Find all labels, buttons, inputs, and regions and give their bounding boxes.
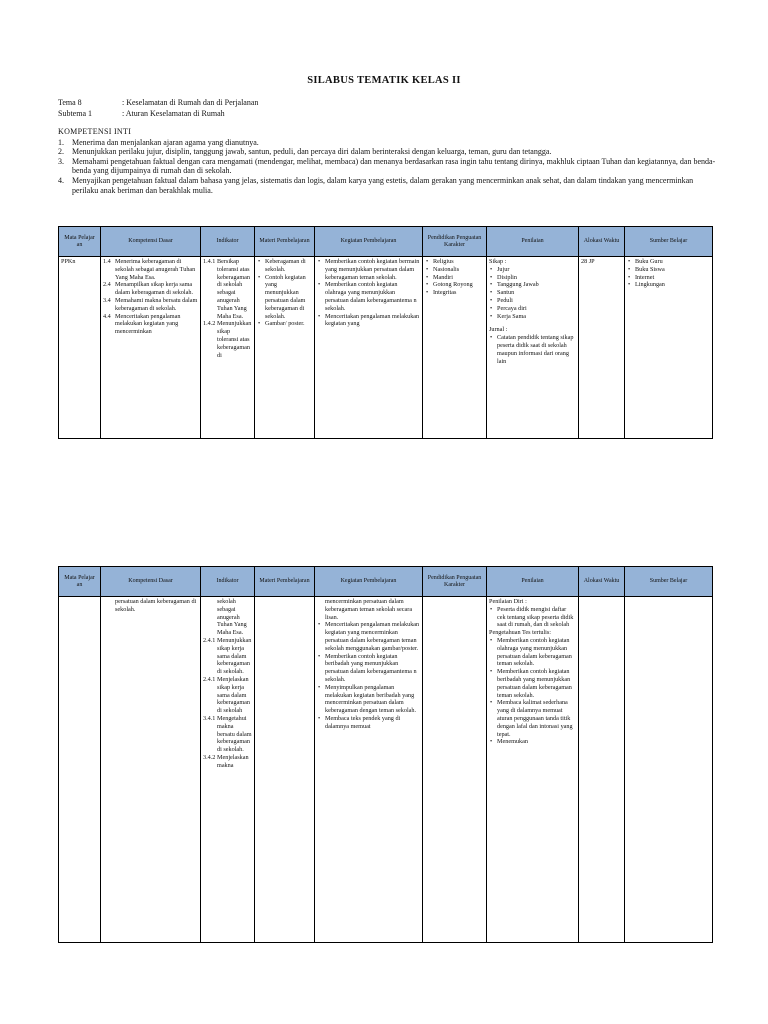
attitude-item: • Jujur <box>489 266 576 274</box>
journal-item: • Catatan pendidik tentang sikap peserta didik saat di sekolah maupun informasi dari orang lain <box>489 334 576 365</box>
material-item: • Gambar/ poster. <box>257 320 312 328</box>
header-source: Sumber Belajar <box>625 567 713 597</box>
kd-item <box>103 297 198 313</box>
activity-item: • Membaca teks pendek yang di dalamnya memuat <box>317 715 420 731</box>
ki-number: 2. <box>58 147 64 157</box>
syllabus-table-1 <box>58 226 713 439</box>
ki-text: Memahami pengetahuan faktual dengan cara mengamati (mendengar, melihat, membaca) dan menanya berdasarkan rasa ingin tahu tentang dirinya, makhluk ciptaan Tuhan dan kegiatannya, dan benda-benda yang dijumpainya di rumah dan di sekolah. <box>72 156 716 176</box>
material-item: • Contoh kegiatan yang menunjukkan persatuan dalam keberagaman di sekolah. <box>257 274 312 321</box>
character-cell <box>423 257 487 439</box>
syllabus-table-2 <box>58 566 713 943</box>
time-cell <box>579 597 625 943</box>
activity-item: • Memberikan contoh kegiatan beribadah yang menunjukkan persatuan dalam keberagamantema n sekolah. <box>317 653 420 684</box>
basic-competence-cell <box>101 257 201 439</box>
ki-number: 1. <box>58 137 64 147</box>
activity-item: • Menceritakan pengalaman melakukan kegiatan yang mencerminkan persatuan dalam keberagaman teman sekolah menggunakan gambar/poster. <box>317 621 420 652</box>
source-item: • Internet <box>627 274 710 282</box>
indicator-item <box>203 715 252 754</box>
assessment-cell <box>487 257 579 439</box>
header-assessment: Penilaian <box>487 567 579 597</box>
indicator-text: Menjelaskan makna <box>217 753 249 769</box>
theme-info <box>58 97 258 119</box>
basic-competence-cell <box>101 597 201 943</box>
written-test-item: • Membaca kalimat sederhana yang di dalamnya memuat aturan penggunaan tanda titik dengan lafal dan intonasi yang tepat. <box>489 699 576 738</box>
attitude-label: Sikap : <box>489 258 507 265</box>
header-time: Alokasi Waktu <box>579 567 625 597</box>
header-character: Pendidikan Penguatan Karakter <box>423 567 487 597</box>
header-basic-competence: Kompetensi Dasar <box>101 227 201 257</box>
subtheme-value: : Aturan Keselamatan di Rumah <box>122 109 225 118</box>
kd-number: 1.4 <box>103 258 111 265</box>
activities-cell <box>315 597 423 943</box>
theme-row <box>58 97 258 108</box>
indicator-cell <box>201 597 255 943</box>
indicator-number: 2.4.1 <box>203 675 216 683</box>
material-item: • Keberagaman di sekolah. <box>257 258 312 274</box>
self-assessment-item: • Peserta didik mengisi daftar cek tentang sikap peserta didik saat di rumah, dan di sekolah <box>489 606 576 629</box>
indicator-text: sekolah sebagai anugerah Tuhan Yang Maha Esa. <box>217 598 247 637</box>
indicator-item <box>203 320 252 359</box>
indicator-cell <box>201 257 255 439</box>
journal-label: Jurnal : <box>489 326 508 334</box>
ki-number: 4. <box>58 175 64 185</box>
header-activities: Kegiatan Pembelajaran <box>315 567 423 597</box>
indicator-text: Bersikap toleransi atas keberagaman di sekolah sebagai anugerah Tuhan Yang Maha Esa. <box>217 258 250 320</box>
theme-value: : Keselamatan di Rumah dan di Perjalanan <box>122 98 259 107</box>
ki-text: Menunjukkan perilaku jujur, disiplin, tanggung jawab, santun, peduli, dan percaya diri dalam berinteraksi dengan keluarga, teman, guru dan tetangga. <box>72 147 552 157</box>
material-cell <box>255 257 315 439</box>
written-test-item: • Memberikan contoh kegiatan olahraga yang menunjukkan persatuan dalam keberagaman teman sekolah. <box>489 637 576 668</box>
assessment-cell <box>487 597 579 943</box>
source-item: • Lingkungan <box>627 281 710 289</box>
activity-continued: mencerminkan persatuan dalam keberagaman teman sekolah secara lisan. <box>325 598 413 621</box>
indicator-text: Mengetahui makna bersatu dalam keberagaman di sekolah. <box>217 714 252 754</box>
character-item: • Religius <box>425 258 484 266</box>
kd-item <box>103 281 198 297</box>
source-cell <box>625 597 713 943</box>
kd-text: Menampilkan sikap kerja sama dalam keberagaman di sekolah. <box>115 281 193 297</box>
written-test-label: Pengetahuan Tes tertulis: <box>489 629 552 637</box>
indicator-number: 1.4.2 <box>203 320 216 328</box>
subtheme-key: Subtema 1 <box>58 109 92 118</box>
header-assessment: Penilaian <box>487 227 579 257</box>
attitude-item: • Kerja Sama <box>489 313 576 321</box>
indicator-text: Menjelaskan sikap kerja sama dalam keberagaman di sekolah <box>217 675 250 715</box>
kd-number: 3.4 <box>103 296 111 304</box>
ki-item <box>58 176 716 195</box>
header-activities: Kegiatan Pembelajaran <box>315 227 423 257</box>
self-assessment-label: Penilaian Diri : <box>489 598 527 605</box>
written-test-item: • Menemukan <box>489 738 576 746</box>
time-cell: 28 JP <box>579 257 625 439</box>
kd-text: Menceritakan pengalaman melakukan kegiatan yang mencerminkan <box>115 312 181 336</box>
written-test-item: • Memberikan contoh kegiatan beribadah yang menunjukkan persatuan dalam keberagaman teman sekolah. <box>489 668 576 699</box>
kd-number: 4.4 <box>103 312 111 320</box>
indicator-item <box>203 676 252 715</box>
activity-item: • Menyimpulkan pengalaman melakukan kegiatan beribadah yang mencerminkan persatuan dalam keberagaman dengan teman sekolah. <box>317 684 420 715</box>
page-title: SILABUS TEMATIK KELAS II <box>307 75 461 86</box>
character-item: • Mandiri <box>425 274 484 282</box>
ki-text: Menerima dan menjalankan ajaran agama yang dianutnya. <box>72 137 259 147</box>
source-item: • Buku Guru <box>627 258 710 266</box>
table-row <box>59 597 713 943</box>
header-character: Pendidikan Penguatan Karakter <box>423 227 487 257</box>
indicator-number: 2.4.1 <box>203 636 216 644</box>
source-cell <box>625 257 713 439</box>
attitude-item: • Tanggung Jawab <box>489 281 576 289</box>
core-competencies <box>58 127 716 195</box>
kd-text: persatuan dalam keberagaman di sekolah. <box>115 598 197 613</box>
ki-item <box>58 147 716 157</box>
character-cell <box>423 597 487 943</box>
indicator-text: Menunjukkan sikap kerja sama dalam keberagaman di sekolah. <box>217 636 252 676</box>
character-item: • Integritas <box>425 289 484 297</box>
header-indicator: Indikator <box>201 227 255 257</box>
header-material: Materi Pembelajaran <box>255 227 315 257</box>
header-source: Sumber Belajar <box>625 227 713 257</box>
indicator-number: 3.4.2 <box>203 753 216 761</box>
attitude-item: • Disiplin <box>489 274 576 282</box>
character-item: • Nasionalis <box>425 266 484 274</box>
table-row <box>59 257 713 439</box>
subject-cell <box>59 597 101 943</box>
indicator-item <box>203 754 252 770</box>
header-indicator: Indikator <box>201 567 255 597</box>
activities-cell <box>315 257 423 439</box>
header-subject: Mata Pelajar an <box>59 227 101 257</box>
material-cell <box>255 597 315 943</box>
indicator-number: 1.4.1 <box>203 258 216 265</box>
subject-cell: PPKn <box>59 257 101 439</box>
kd-item <box>103 598 198 614</box>
activity-item: • Memberikan contoh kegiatan olahraga yang menunjukkan persatuan dalam keberagamantema n sekolah. <box>317 281 420 312</box>
indicator-item <box>203 258 252 320</box>
ki-number: 3. <box>58 156 64 166</box>
ki-text: Menyajikan pengetahuan faktual dalam bahasa yang jelas, sistematis dan logis, dalam karya yang estetis, dalam gerakan yang mencerminkan anak sehat, dan dalam tindakan yang mencerminkan perilaku anak beriman dan berakhlak mulia. <box>72 175 694 195</box>
theme-key: Tema 8 <box>58 98 82 107</box>
core-competencies-heading: KOMPETENSI INTI <box>58 127 132 136</box>
activity-item: • Menceritakan pengalaman melakukan kegiatan yang <box>317 313 420 329</box>
table-header-row <box>59 227 713 257</box>
kd-text: Menerima keberagaman di sekolah sebagai anugerah Tuhan Yang Maha Esa. <box>115 258 196 281</box>
header-subject: Mata Pelajar an <box>59 567 101 597</box>
indicator-item <box>203 598 252 637</box>
source-item: • Buku Siswa <box>627 266 710 274</box>
kd-text: Memahami makna bersatu dalam keberagaman di sekolah. <box>115 296 198 312</box>
header-basic-competence: Kompetensi Dasar <box>101 567 201 597</box>
indicator-number: 3.4.1 <box>203 714 216 722</box>
header-time: Alokasi Waktu <box>579 227 625 257</box>
header-material: Materi Pembelajaran <box>255 567 315 597</box>
kd-number: 2.4 <box>103 281 111 289</box>
attitude-item: • Santun <box>489 289 576 297</box>
kd-item <box>103 313 198 336</box>
character-item: • Gotong Royong <box>425 281 484 289</box>
table-header-row <box>59 567 713 597</box>
ki-item <box>58 157 716 176</box>
attitude-item: • Percaya diri <box>489 305 576 313</box>
activity-item: • Memberikan contoh kegiatan bermain yang menunjukkan persatuan dalam keberagaman teman sekolah. <box>317 258 420 281</box>
indicator-text: Menunjukkan sikap toleransi atas keberagaman di <box>217 320 252 359</box>
ki-item <box>58 138 716 148</box>
indicator-item <box>203 637 252 676</box>
attitude-item: • Peduli <box>489 297 576 305</box>
kd-item <box>103 258 198 281</box>
subtheme-row <box>58 108 258 119</box>
